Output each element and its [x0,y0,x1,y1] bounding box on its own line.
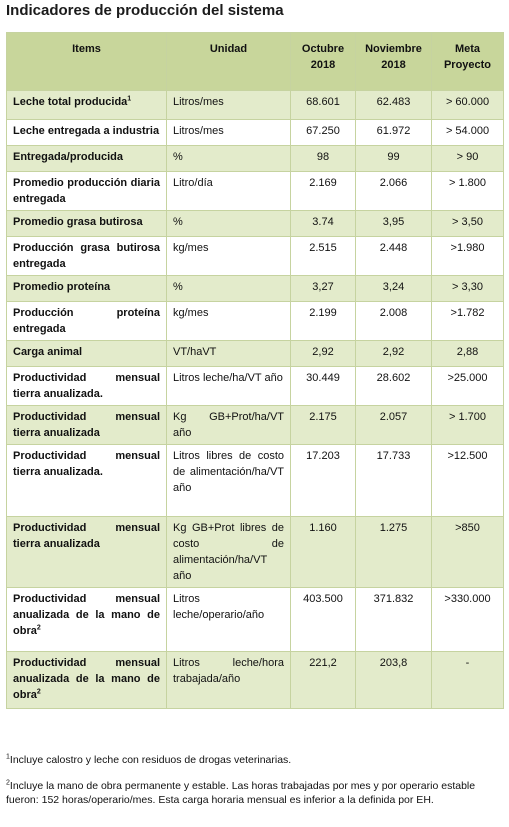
header-unidad: Unidad [167,33,291,91]
row-noviembre: 3,95 [356,211,432,237]
header-meta: Meta Proyecto [432,33,504,91]
row-item [7,588,167,652]
row-item-label: Promedio producción diaria entregada [13,177,160,205]
row-noviembre: 203,8 [356,652,432,709]
row-item-label: Producción proteína entregada [13,307,160,335]
row-unit: Kg GB+Prot libres de costo de alimentación/ha/VT año [167,517,291,588]
row-noviembre: 2.448 [356,237,432,276]
row-item-label: Productividad mensual anualizada de la mano de obra [13,593,160,637]
row-item [7,91,167,120]
row-unit: % [167,211,291,237]
row-item-label: Leche total producida [13,96,128,108]
header-noviembre: Noviembre 2018 [356,33,432,91]
footnote-marker: 2 [36,624,41,632]
header-items: Items [7,33,167,91]
row-item [7,367,167,406]
page-title: Indicadores de producción del sistema [6,2,284,19]
row-item-label: Productividad mensual tierra anualizada [13,411,160,439]
row-octubre: 3.74 [291,211,356,237]
row-noviembre: 17.733 [356,445,432,517]
row-octubre: 30.449 [291,367,356,406]
row-octubre: 403.500 [291,588,356,652]
row-item [7,341,167,367]
row-unit: Kg GB+Prot/ha/VT año [167,406,291,445]
row-noviembre: 1.275 [356,517,432,588]
row-unit: % [167,146,291,172]
row-noviembre: 99 [356,146,432,172]
row-unit: kg/mes [167,302,291,341]
row-item-label: Promedio grasa butirosa [13,216,143,228]
row-meta: - [432,652,504,709]
row-meta: >1.980 [432,237,504,276]
row-meta: 2,88 [432,341,504,367]
table-row [7,211,504,237]
row-item-label: Producción grasa butirosa entregada [13,242,160,270]
footnote-marker: 2 [36,688,41,696]
footnote-2 [6,779,503,807]
row-noviembre: 2.057 [356,406,432,445]
table-row [7,588,504,652]
row-noviembre: 3,24 [356,276,432,302]
table-row [7,445,504,517]
row-meta: >25.000 [432,367,504,406]
footnote-2-marker: 2 [6,779,10,787]
row-meta: > 3,50 [432,211,504,237]
header-octubre: Octubre 2018 [291,33,356,91]
row-octubre: 68.601 [291,91,356,120]
indicators-table [6,32,504,709]
row-noviembre: 28.602 [356,367,432,406]
row-meta: >1.782 [432,302,504,341]
table-row [7,120,504,146]
row-meta: > 54.000 [432,120,504,146]
table-row [7,341,504,367]
row-item-label: Productividad mensual tierra anualizada. [13,372,160,400]
row-item [7,445,167,517]
row-unit: % [167,276,291,302]
row-octubre: 221,2 [291,652,356,709]
row-item-label: Carga animal [13,346,83,358]
row-unit: Litros leche/hora trabajada/año [167,652,291,709]
row-octubre: 98 [291,146,356,172]
row-octubre: 2.199 [291,302,356,341]
footnote-1-text: Incluye calostro y leche con residuos de drogas veterinarias. [9,754,292,766]
row-item [7,146,167,172]
row-meta: > 3,30 [432,276,504,302]
row-unit: Litro/día [167,172,291,211]
footnote-1-marker: 1 [6,753,10,761]
table-header-row [7,33,504,91]
row-octubre: 2.169 [291,172,356,211]
row-octubre: 2.175 [291,406,356,445]
row-noviembre: 62.483 [356,91,432,120]
row-meta: > 90 [432,146,504,172]
row-meta: >330.000 [432,588,504,652]
table-row [7,517,504,588]
row-unit: Litros/mes [167,120,291,146]
row-octubre: 2,92 [291,341,356,367]
table-row [7,406,504,445]
row-meta: >12.500 [432,445,504,517]
table-row [7,91,504,120]
row-item-label: Productividad mensual tierra anualizada [13,522,160,550]
table-row [7,367,504,406]
row-unit: Litros leche/operario/año [167,588,291,652]
row-item-label: Productividad mensual tierra anualizada. [13,450,160,478]
row-noviembre: 2.066 [356,172,432,211]
table-row [7,302,504,341]
row-meta: >850 [432,517,504,588]
row-meta: > 1.700 [432,406,504,445]
row-item [7,302,167,341]
row-noviembre: 2.008 [356,302,432,341]
row-item-label: Productividad mensual anualizada de la mano de obra [13,657,160,701]
row-meta: > 60.000 [432,91,504,120]
row-unit: VT/haVT [167,341,291,367]
table-row [7,146,504,172]
row-item [7,120,167,146]
table-row [7,276,504,302]
row-item-label: Leche entregada a industria [13,125,160,137]
row-item [7,237,167,276]
row-item [7,652,167,709]
row-item [7,517,167,588]
row-unit: Litros leche/ha/VT año [167,367,291,406]
row-noviembre: 371.832 [356,588,432,652]
table-row [7,652,504,709]
row-unit: Litros/mes [167,91,291,120]
row-meta: > 1.800 [432,172,504,211]
row-item-label: Promedio proteína [13,281,111,293]
row-octubre: 2.515 [291,237,356,276]
row-octubre: 1.160 [291,517,356,588]
row-item [7,211,167,237]
table-row [7,172,504,211]
row-item [7,172,167,211]
footnote-2-text: Incluye la mano de obra permanente y estable. Las horas trabajadas por mes y por operario estable fueron: 152 horas/operario/mes. Esta carga horaria mensual es inferior a la definida por EH. [6,780,476,806]
row-octubre: 17.203 [291,445,356,517]
row-noviembre: 2,92 [356,341,432,367]
footnote-marker: 1 [127,95,132,103]
footnote-1 [6,753,503,767]
row-octubre: 67.250 [291,120,356,146]
row-item [7,276,167,302]
row-unit: Litros libres de costo de alimentación/ha/VT año [167,445,291,517]
row-unit: kg/mes [167,237,291,276]
row-octubre: 3,27 [291,276,356,302]
row-item [7,406,167,445]
row-item-label: Entregada/producida [13,151,124,163]
table-row [7,237,504,276]
row-noviembre: 61.972 [356,120,432,146]
